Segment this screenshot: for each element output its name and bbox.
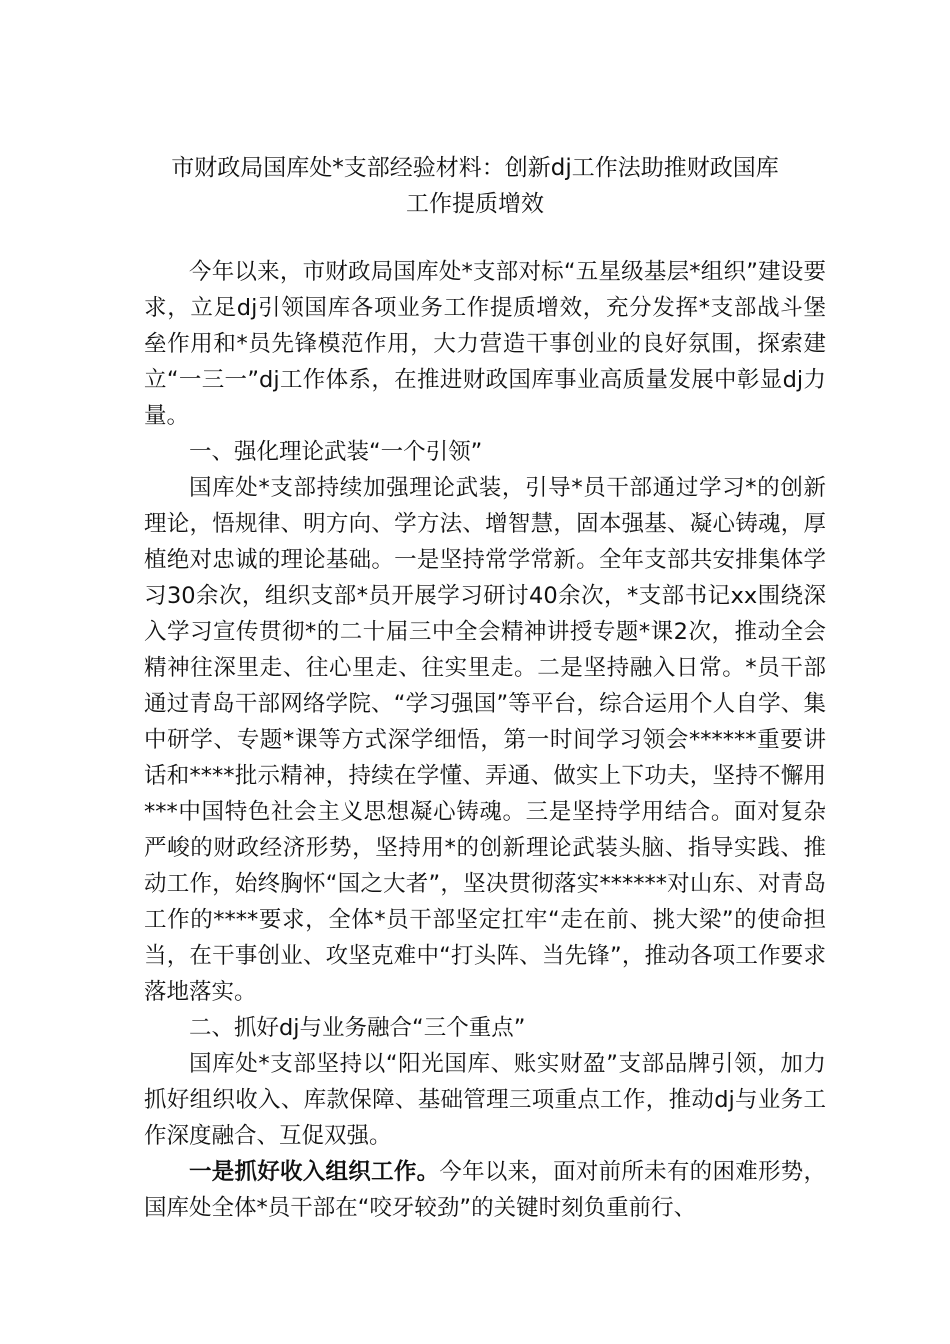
section-1-heading: 一、强化理论武装“一个引领” bbox=[189, 439, 483, 465]
document-title bbox=[140, 150, 810, 222]
title-line-2: 工作提质增效 bbox=[406, 191, 544, 217]
section-2-heading: 二、抓好dj与业务融合“三个重点” bbox=[189, 1015, 526, 1041]
section-1-paragraph: 国库处*支部持续加强理论武装，引导*员干部通过学习*的创新理论，悟规律、明方向、学方法、增智慧，固本强基、凝心铸魂，厚植绝对忠诚的理论基础。一是坚持常学常新。全年支部共安排集体学习30余次，组织支部*员开展学习研讨40余次，*支部书记xx围绕深入学习宣传贯彻*的二十届三中全会精神讲授专题*课2次，推动全会精神往深里走、往心里走、往实里走。二是坚持融入日常。*员干部通过青岛干部网络学院、“学习强国”等平台，综合运用个人自学、集中研学、专题*课等方式深学细悟，第一时间学习领会******重要讲话和****批示精神，持续在学懂、弄通、做实上下功夫，坚持不懈用***中国特色社会主义思想凝心铸魂。三是坚持学用结合。面对复杂严峻的财政经济形势，坚持用*的创新理论武装头脑、指导实践、推动工作，始终胸怀“国之大者”，坚决贯彻落实******对山东、对青岛工作的****要求，全体*员干部坚定扛牢“走在前、挑大梁”的使命担当，在干事创业、攻坚克难中“打头阵、当先锋”，推动各项工作要求落地落实。 bbox=[144, 475, 826, 1005]
document-body bbox=[144, 254, 826, 1226]
point-1-lead: 一是抓好收入组织工作。 bbox=[189, 1159, 440, 1185]
point-1-paragraph bbox=[144, 1154, 826, 1226]
intro-paragraph: 今年以来，市财政局国库处*支部对标“五星级基层*组织”建设要求，立足dj引领国库各项业务工作提质增效，充分发挥*支部战斗堡垒作用和*员先锋模范作用，大力营造干事创业的良好氛围，探索建立“一三一”dj工作体系，在推进财政国库事业高质量发展中彰显dj力量。 bbox=[144, 259, 826, 429]
section-2-paragraph: 国库处*支部坚持以“阳光国库、账实财盈”支部品牌引领，加力抓好组织收入、库款保障、基础管理三项重点工作，推动dj与业务工作深度融合、互促双强。 bbox=[144, 1051, 826, 1149]
title-line-1: 市财政局国库处*支部经验材料：创新dj工作法助推财政国库 bbox=[171, 155, 779, 181]
point-1-text: 今年以来，面对前所未有的困难形势，国库处全体*员干部在“咬牙较劲”的关键时刻负重前行、 bbox=[144, 1159, 826, 1221]
